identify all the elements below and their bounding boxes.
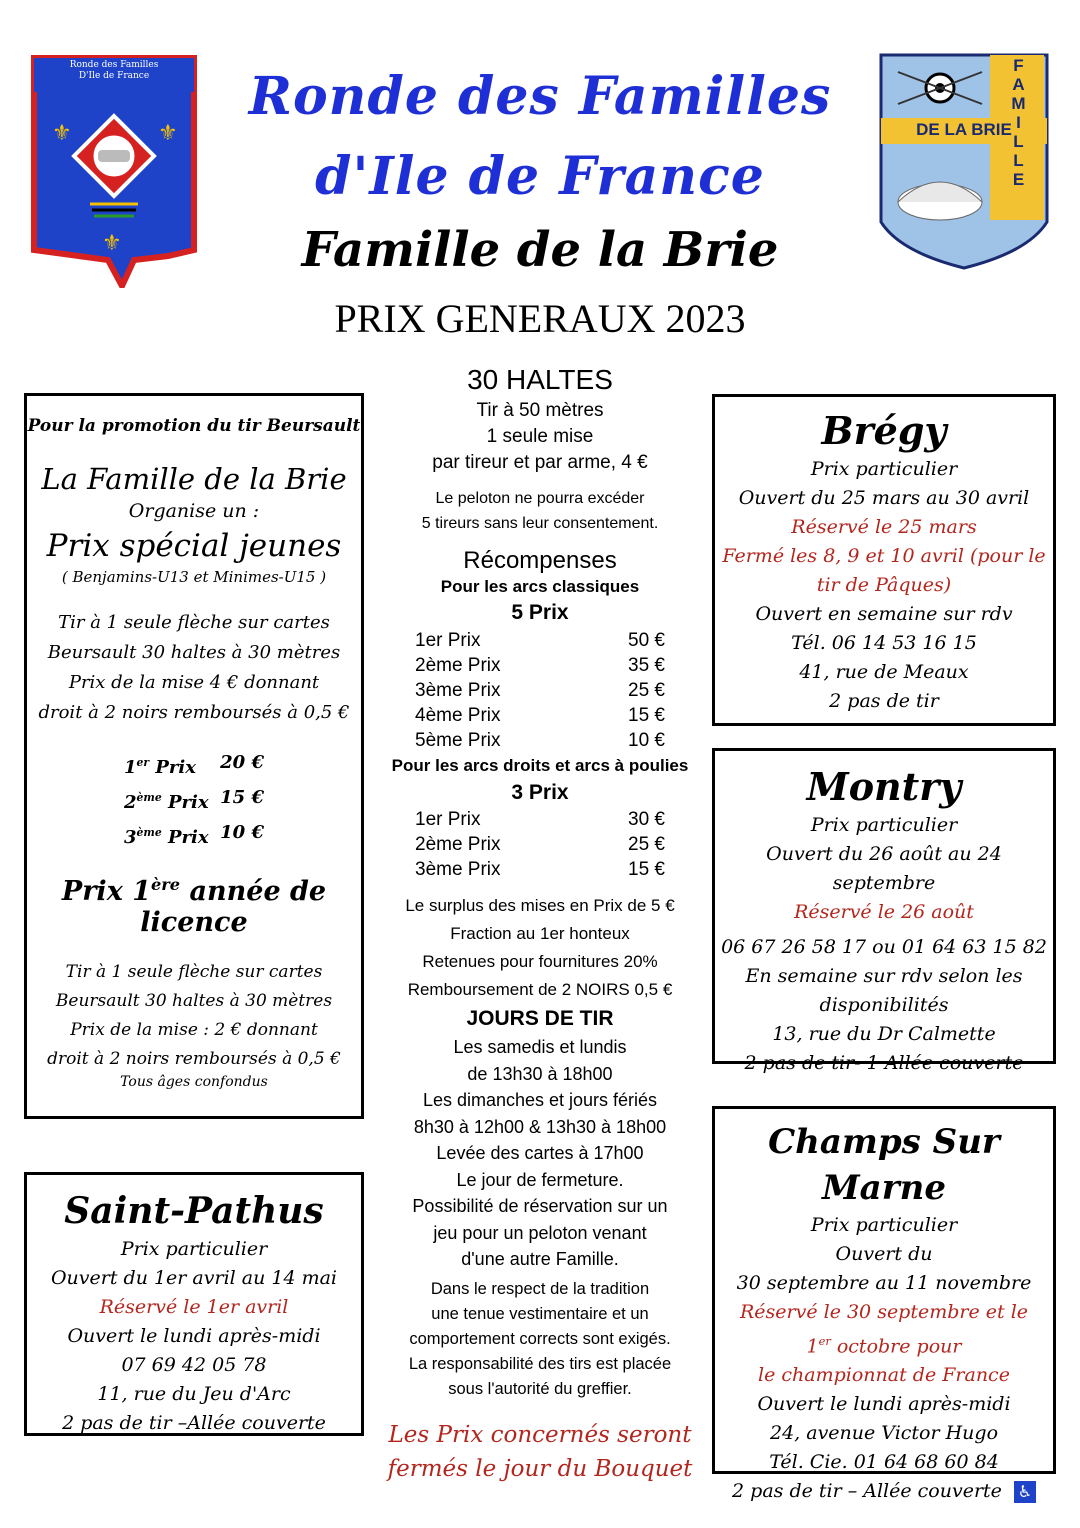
droit-prize-list bbox=[380, 807, 700, 882]
bregy-box bbox=[712, 394, 1056, 726]
jeunes-prize-row: 3ème Prix 10 € bbox=[124, 822, 264, 848]
ronde-shield-icon bbox=[30, 54, 198, 288]
jours-line: Possibilité de réservation sur un bbox=[412, 1196, 668, 1216]
saint-pathus-ouvert: Ouvert du 1er avril au 14 mai bbox=[50, 1267, 338, 1289]
five-prix-title: 5 Prix bbox=[511, 601, 569, 624]
tradition-line: une tenue vestimentaire et un bbox=[431, 1304, 649, 1323]
title-line1: Ronde des Familles bbox=[248, 66, 832, 127]
montry-pas: 2 pas de tir- 1 Allée couverte bbox=[744, 1052, 1024, 1074]
jeunes-prizes bbox=[124, 748, 264, 853]
bregy-ferme: Fermé les 8, 9 et 10 avril (pour le tir de Pâques) bbox=[722, 545, 1046, 596]
svg-text:⚜: ⚜ bbox=[52, 121, 72, 146]
bregy-ouvert: Ouvert du 25 mars au 30 avril bbox=[738, 487, 1030, 509]
champs-tel: Tél. Cie. 01 64 68 60 84 bbox=[769, 1451, 999, 1474]
champs-box bbox=[712, 1106, 1056, 1503]
rule-line: Retenues pour fournitures 20% bbox=[422, 952, 658, 971]
title-line2: d'Ile de France bbox=[315, 146, 765, 207]
droit-prize-row: 1er Prix 30 € bbox=[415, 809, 665, 830]
famille-text: La Famille de la Brie bbox=[41, 462, 347, 496]
svg-text:⚜: ⚜ bbox=[158, 121, 178, 146]
famille-brie-logo bbox=[878, 52, 1050, 272]
champs-ouvert1: Ouvert du bbox=[835, 1243, 933, 1265]
jours-line: d'une autre Famille. bbox=[461, 1249, 619, 1269]
montry-name: Montry bbox=[806, 764, 962, 809]
promo-text: Pour la promotion du tir Beursault bbox=[27, 416, 361, 436]
desc2-line: Tir à 1 seule flèche sur cartes bbox=[65, 962, 323, 982]
champs-reserve1: Réservé le 30 septembre et le bbox=[739, 1301, 1029, 1323]
jeunes-box bbox=[24, 393, 364, 1119]
rule-line: Le surplus des mises en Prix de 5 € bbox=[405, 896, 675, 915]
tradition-lines bbox=[380, 1277, 700, 1402]
montry-box bbox=[712, 748, 1056, 1074]
desc1-line: Prix de la mise 4 € donnant bbox=[68, 672, 320, 693]
desc1-line: Beursault 30 haltes à 30 mètres bbox=[47, 642, 341, 663]
jeunes-prize-row: 2ème Prix 15 € bbox=[124, 787, 264, 813]
montry-adresse: 13, rue du Dr Calmette bbox=[772, 1023, 996, 1045]
tradition-line: Dans le respect de la tradition bbox=[430, 1279, 650, 1298]
desc2 bbox=[27, 958, 361, 1074]
desc2-line: Beursault 30 haltes à 30 mètres bbox=[55, 991, 333, 1011]
jours-line: de 13h30 à 18h00 bbox=[467, 1063, 613, 1084]
montry-type: Prix particulier bbox=[810, 814, 958, 836]
tradition-line: La responsabilité des tirs est placée bbox=[408, 1354, 672, 1373]
champs-ouvert2: 30 septembre au 11 novembre bbox=[736, 1272, 1032, 1294]
all-ages-text: Tous âges confondus bbox=[120, 1074, 268, 1090]
peloton-line: Le peloton ne pourra excéder bbox=[435, 490, 645, 507]
subtitle: Famille de la Brie bbox=[301, 222, 779, 278]
ronde-logo bbox=[30, 54, 198, 288]
classic-prize-row: 4ème Prix 15 € bbox=[415, 705, 665, 726]
saint-pathus-pas: 2 pas de tir –Allée couverte bbox=[62, 1412, 326, 1434]
tir-line: par tireur et par arme, 4 € bbox=[432, 452, 648, 473]
haltes-text: 30 HALTES bbox=[467, 364, 613, 395]
desc1-line: droit à 2 noirs remboursés à 0,5 € bbox=[38, 702, 350, 723]
tradition-line: comportement corrects sont exigés. bbox=[409, 1329, 671, 1348]
jours-line: Les samedis et lundis bbox=[453, 1037, 627, 1057]
jeunes-prize-row: 1er Prix 20 € bbox=[124, 752, 264, 778]
champs-lundi: Ouvert le lundi après-midi bbox=[757, 1393, 1011, 1416]
bregy-semaine: Ouvert en semaine sur rdv bbox=[755, 603, 1013, 625]
champs-reserve2: 1er octobre pour bbox=[806, 1334, 962, 1358]
jours-lines bbox=[380, 1034, 700, 1273]
montry-semaine: En semaine sur rdv selon les disponibilités bbox=[745, 965, 1023, 1016]
montry-ouvert: Ouvert du 26 août au 24 septembre bbox=[766, 843, 1002, 894]
desc1 bbox=[27, 608, 361, 728]
desc2-line: Prix de la mise : 2 € donnant bbox=[70, 1020, 318, 1040]
classic-prize-row: 5ème Prix 10 € bbox=[415, 730, 665, 751]
tir-line: 1 seule mise bbox=[486, 426, 594, 447]
saint-pathus-name: Saint-Pathus bbox=[64, 1190, 324, 1232]
center-column bbox=[380, 362, 700, 1486]
organise-text: Organise un : bbox=[128, 500, 260, 522]
desc2-line: droit à 2 noirs remboursés à 0,5 € bbox=[47, 1049, 341, 1069]
bregy-pas: 2 pas de tir bbox=[829, 690, 939, 712]
peloton-lines bbox=[380, 486, 700, 536]
left-logo-text1: Ronde des Familles bbox=[69, 60, 159, 70]
saint-pathus-tel: 07 69 42 05 78 bbox=[121, 1354, 267, 1376]
jours-line: Le jour de fermeture. bbox=[456, 1169, 624, 1190]
champs-pas: 2 pas de tir – Allée couverte bbox=[732, 1480, 1002, 1503]
bregy-type: Prix particulier bbox=[810, 458, 958, 480]
rule-line: Fraction au 1er honteux bbox=[450, 924, 630, 943]
bouquet-line: Les Prix concernés seront bbox=[388, 1421, 692, 1448]
champs-adresse: 24, avenue Victor Hugo bbox=[769, 1422, 999, 1445]
jours-line: jeu pour un peloton venant bbox=[433, 1222, 647, 1243]
rules-lines bbox=[380, 892, 700, 1004]
left-logo-text2: D'Ile de France bbox=[78, 71, 150, 81]
saint-pathus-lundi: Ouvert le lundi après-midi bbox=[67, 1325, 321, 1347]
classic-prize-row: 3ème Prix 25 € bbox=[415, 680, 665, 701]
champs-pas-row bbox=[715, 1477, 1053, 1506]
saint-pathus-adresse: 11, rue du Jeu d'Arc bbox=[97, 1383, 291, 1405]
right-logo-band: DE LA BRIE bbox=[916, 120, 1012, 139]
svg-text:⚜: ⚜ bbox=[102, 231, 122, 256]
saint-pathus-reserve: Réservé le 1er avril bbox=[99, 1296, 289, 1318]
bouquet-lines bbox=[380, 1418, 700, 1486]
jours-line: Levée des cartes à 17h00 bbox=[436, 1143, 644, 1163]
right-logo-vertical-text: FAMILLE bbox=[1009, 56, 1028, 189]
saint-pathus-type: Prix particulier bbox=[120, 1238, 268, 1260]
tir-line: Tir à 50 mètres bbox=[476, 400, 604, 421]
montry-reserve: Réservé le 26 août bbox=[794, 901, 974, 923]
page-heading: PRIX GENERAUX 2023 bbox=[334, 296, 746, 341]
prix-special-text: Prix spécial jeunes bbox=[46, 528, 342, 564]
bregy-reserve: Réservé le 25 mars bbox=[791, 516, 977, 538]
three-prix-title: 3 Prix bbox=[511, 781, 569, 804]
classic-prize-row: 1er Prix 50 € bbox=[415, 630, 665, 651]
bouquet-line: fermés le jour du Bouquet bbox=[387, 1455, 693, 1482]
peloton-line: 5 tireurs sans leur consentement. bbox=[421, 515, 659, 532]
saint-pathus-box bbox=[24, 1172, 364, 1436]
rule-line: Remboursement de 2 NOIRS 0,5 € bbox=[407, 980, 673, 999]
wheelchair-icon: ♿ bbox=[1014, 1481, 1036, 1503]
recompenses-title: Récompenses bbox=[463, 547, 617, 574]
categories-text: ( Benjamins-U13 et Minimes-U15 ) bbox=[61, 568, 327, 586]
champs-reserve3: le championnat de France bbox=[758, 1364, 1010, 1387]
desc1-line: Tir à 1 seule flèche sur cartes bbox=[58, 612, 330, 633]
licence-title: Prix 1ère année de licence bbox=[61, 875, 327, 938]
classic-prize-row: 2ème Prix 35 € bbox=[415, 655, 665, 676]
tradition-line: sous l'autorité du greffier. bbox=[448, 1379, 632, 1398]
jours-line: Les dimanches et jours fériés bbox=[422, 1090, 658, 1110]
classic-prize-list bbox=[380, 628, 700, 753]
jours-line: 8h30 à 12h00 & 13h30 à 18h00 bbox=[413, 1116, 667, 1137]
jours-title: JOURS DE TIR bbox=[466, 1007, 614, 1030]
montry-tel: 06 67 26 58 17 ou 01 64 63 15 82 bbox=[721, 936, 1047, 958]
bregy-tel: Tél. 06 14 53 16 15 bbox=[791, 632, 977, 654]
droit-prize-row: 2ème Prix 25 € bbox=[415, 834, 665, 855]
bregy-adresse: 41, rue de Meaux bbox=[799, 661, 969, 683]
champs-type: Prix particulier bbox=[810, 1214, 958, 1236]
tir-lines bbox=[380, 398, 700, 476]
droit-prize-row: 3ème Prix 15 € bbox=[415, 859, 665, 880]
bregy-name: Brégy bbox=[821, 408, 947, 453]
droits-title: Pour les arcs droits et arcs à poulies bbox=[391, 756, 689, 775]
classiques-title: Pour les arcs classiques bbox=[440, 577, 640, 596]
champs-name: Champs Sur Marne bbox=[768, 1122, 1000, 1208]
